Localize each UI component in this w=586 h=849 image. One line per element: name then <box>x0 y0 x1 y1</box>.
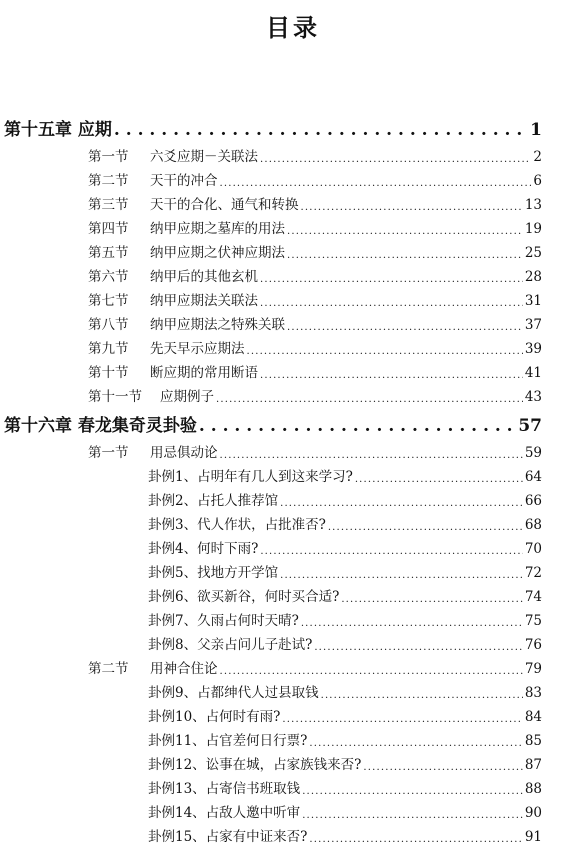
example-title: 卦例14、占敌人邀中听审 <box>148 805 301 821</box>
leader-dots <box>309 832 522 846</box>
example-entry[interactable] <box>148 633 542 653</box>
page-number: 84 <box>524 709 542 725</box>
section-number: 第十节 <box>88 365 129 381</box>
section-title: 纳甲后的其他玄机 <box>150 269 258 285</box>
page-number: 72 <box>524 565 542 581</box>
example-title: 卦例15、占家有中证来否? <box>148 829 308 845</box>
section-entry[interactable] <box>88 193 542 213</box>
example-title: 卦例3、代人作状，占批准否? <box>148 517 326 533</box>
section-title: 纳甲应期法之特殊关联 <box>150 317 285 333</box>
section-entry[interactable] <box>88 361 542 381</box>
leader-dots <box>260 368 523 382</box>
example-title: 卦例4、何时下雨? <box>148 541 259 557</box>
example-entry[interactable] <box>148 777 542 797</box>
leader-dots <box>341 592 522 606</box>
page-number: 59 <box>524 445 542 461</box>
section-number: 第二节 <box>88 173 129 189</box>
section-entry[interactable] <box>88 169 542 189</box>
section-number: 第六节 <box>88 269 129 285</box>
section-number: 第五节 <box>88 245 129 261</box>
leader-dots <box>282 712 522 726</box>
page-number: 28 <box>524 269 542 285</box>
leader-dots <box>280 568 523 582</box>
example-title: 卦例12、讼事在城，占家族钱来否? <box>148 757 362 773</box>
section-number: 第一节 <box>88 445 129 461</box>
leader-dots <box>260 152 531 166</box>
example-title: 卦例1、占明年有几人到这来学习? <box>148 469 353 485</box>
page-number: 91 <box>524 829 542 845</box>
example-title: 卦例11、占官差何日行票? <box>148 733 308 749</box>
example-title: 卦例5、找地方开学馆 <box>148 565 279 581</box>
example-entry[interactable] <box>148 825 542 845</box>
leader-dots <box>247 344 523 358</box>
section-title: 纳甲应期法关联法 <box>150 293 258 309</box>
section-entry[interactable] <box>88 337 542 357</box>
example-title: 卦例6、欲买新谷，何时买合适? <box>148 589 340 605</box>
leader-dots <box>199 419 516 436</box>
section-number: 第一节 <box>88 149 129 165</box>
page-number: 76 <box>524 637 542 653</box>
section-number: 第二节 <box>88 661 129 677</box>
section-entry[interactable] <box>88 441 542 461</box>
leader-dots <box>302 808 523 822</box>
leader-dots <box>280 496 523 510</box>
leader-dots <box>260 544 522 558</box>
section-title: 六爻应期－关联法 <box>150 149 258 165</box>
page-number: 41 <box>524 365 542 381</box>
example-title: 卦例7、久雨占何时天晴? <box>148 613 299 629</box>
leader-dots <box>216 392 523 406</box>
section-number: 第十一节 <box>88 389 142 405</box>
example-title: 卦例10、占何时有雨? <box>148 709 281 725</box>
section-entry[interactable] <box>88 289 542 309</box>
example-title: 卦例8、父亲占问儿子赴试? <box>148 637 313 653</box>
section-title: 应期例子 <box>160 389 214 405</box>
page-number: 6 <box>533 173 542 189</box>
leader-dots <box>363 760 522 774</box>
leader-dots <box>301 200 523 214</box>
section-entry[interactable] <box>88 265 542 285</box>
page-number: 79 <box>524 661 542 677</box>
chapter-entry[interactable] <box>4 116 542 140</box>
leader-dots <box>220 664 523 678</box>
page-number: 87 <box>524 757 542 773</box>
example-title: 卦例2、占托人推荐馆 <box>148 493 279 509</box>
section-number: 第九节 <box>88 341 129 357</box>
section-title: 先天早示应期法 <box>150 341 245 357</box>
page-number: 2 <box>533 149 542 165</box>
section-title: 用忌俱动论 <box>150 445 218 461</box>
example-entry[interactable] <box>148 513 542 533</box>
page-number: 37 <box>524 317 542 333</box>
page-number: 1 <box>530 120 542 140</box>
section-entry[interactable] <box>88 145 542 165</box>
leader-dots <box>287 248 523 262</box>
section-number: 第八节 <box>88 317 129 333</box>
section-title: 纳甲应期之伏神应期法 <box>150 245 285 261</box>
leader-dots <box>321 688 523 702</box>
section-title: 天干的冲合 <box>150 173 218 189</box>
page-title: 目录 <box>266 14 320 42</box>
page-number: 74 <box>524 589 542 605</box>
page-number: 83 <box>524 685 542 701</box>
example-entry[interactable] <box>148 609 542 629</box>
section-title: 断应期的常用断语 <box>150 365 258 381</box>
example-entry[interactable] <box>148 585 542 605</box>
page-number: 13 <box>524 197 542 213</box>
page-number: 57 <box>518 416 542 436</box>
page-number: 90 <box>524 805 542 821</box>
leader-dots <box>114 123 528 140</box>
leader-dots <box>287 320 523 334</box>
example-entry[interactable] <box>148 465 542 485</box>
example-entry[interactable] <box>148 705 542 725</box>
section-entry[interactable] <box>88 657 542 677</box>
leader-dots <box>314 640 522 654</box>
section-number: 第三节 <box>88 197 129 213</box>
page-number: 31 <box>524 293 542 309</box>
page-number: 68 <box>524 517 542 533</box>
section-number: 第四节 <box>88 221 129 237</box>
page-number: 39 <box>524 341 542 357</box>
example-entry[interactable] <box>148 681 542 701</box>
page-number: 70 <box>524 541 542 557</box>
section-title: 天干的合化、通气和转换 <box>150 197 299 213</box>
section-entry[interactable] <box>88 385 542 405</box>
example-title: 卦例9、占都绅代人过县取钱 <box>148 685 319 701</box>
section-entry[interactable] <box>88 217 542 237</box>
page-number: 43 <box>524 389 542 405</box>
page-number: 75 <box>524 613 542 629</box>
section-entry[interactable] <box>88 313 542 333</box>
page-number: 88 <box>524 781 542 797</box>
page-number: 85 <box>524 733 542 749</box>
page-number: 66 <box>524 493 542 509</box>
leader-dots <box>301 616 523 630</box>
section-entry[interactable] <box>88 241 542 261</box>
chapter-entry[interactable] <box>4 412 542 436</box>
section-number: 第七节 <box>88 293 129 309</box>
example-entry[interactable] <box>148 561 542 581</box>
leader-dots <box>309 736 522 750</box>
leader-dots <box>287 224 523 238</box>
example-entry[interactable] <box>148 537 542 557</box>
page-number: 64 <box>524 469 542 485</box>
leader-dots <box>355 472 523 486</box>
chapter-title: 第十五章 应期 <box>4 120 112 140</box>
example-entry[interactable] <box>148 489 542 509</box>
example-title: 卦例13、占寄信书班取钱 <box>148 781 301 797</box>
example-entry[interactable] <box>148 729 542 749</box>
example-entry[interactable] <box>148 801 542 821</box>
leader-dots <box>260 272 523 286</box>
example-entry[interactable] <box>148 753 542 773</box>
leader-dots <box>260 296 523 310</box>
page-number: 19 <box>524 221 542 237</box>
leader-dots <box>220 448 523 462</box>
chapter-title: 第十六章 春龙集奇灵卦验 <box>4 416 197 436</box>
page-number: 25 <box>524 245 542 261</box>
leader-dots <box>328 520 523 534</box>
leader-dots <box>302 784 523 798</box>
section-title: 纳甲应期之墓库的用法 <box>150 221 285 237</box>
section-title: 用神合住论 <box>150 661 218 677</box>
leader-dots <box>220 176 532 190</box>
